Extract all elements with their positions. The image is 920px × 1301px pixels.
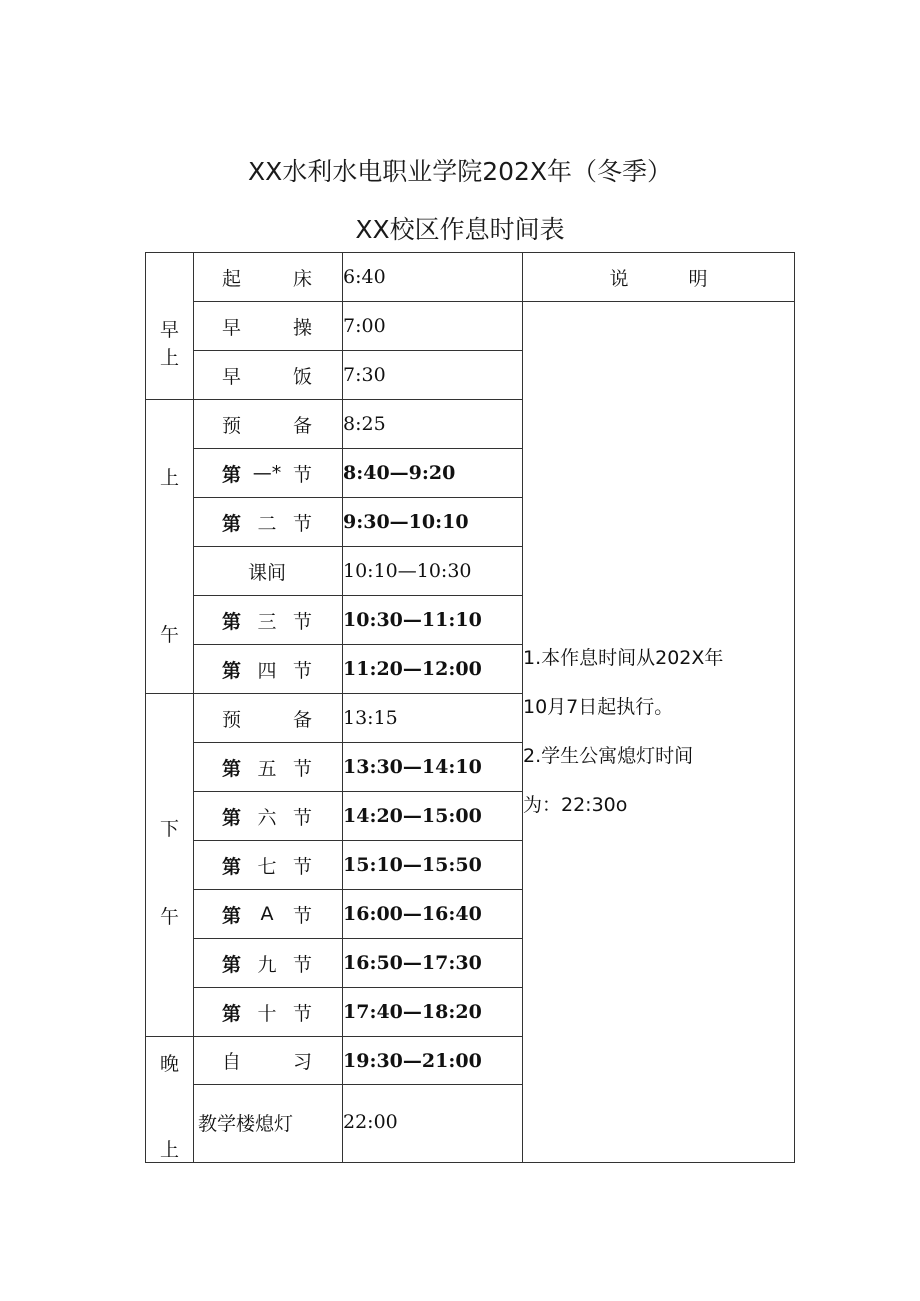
- time-cell: 6:40: [343, 253, 523, 302]
- note-line: 为：22:30o: [523, 794, 628, 816]
- activity-cell: 早 饭: [194, 351, 343, 400]
- activity-cell: 第 —* 节: [194, 449, 343, 498]
- activity-cell: 第 A 节: [194, 890, 343, 939]
- table-row: [146, 302, 795, 351]
- activity-cell: 第 六 节: [194, 792, 343, 841]
- activity-cell: 第 三 节: [194, 596, 343, 645]
- time-cell: 15:10—15:50: [343, 841, 523, 890]
- time-cell: 9:30—10:10: [343, 498, 523, 547]
- time-cell: 19:30—21:00: [343, 1037, 523, 1085]
- notes-header: 说 明: [523, 253, 795, 302]
- time-cell: 7:30: [343, 351, 523, 400]
- page-subtitle: XX校区作息时间表: [355, 215, 565, 244]
- period-char: 上: [159, 1139, 179, 1161]
- period-char: 早: [159, 319, 179, 341]
- notes-body: [523, 302, 795, 1163]
- activity-cell: 起 床: [194, 253, 343, 302]
- time-cell: 22:00: [343, 1085, 523, 1163]
- time-cell: 14:20—15:00: [343, 792, 523, 841]
- activity-cell: 第 七 节: [194, 841, 343, 890]
- period-afternoon: [146, 694, 194, 1037]
- period-char: 午: [159, 906, 179, 928]
- period-evening: [146, 1037, 194, 1163]
- time-cell: 13:15: [343, 694, 523, 743]
- time-cell: 16:00—16:40: [343, 890, 523, 939]
- activity-cell: 第 九 节: [194, 939, 343, 988]
- time-cell: 10:10—10:30: [343, 547, 523, 596]
- time-cell: 17:40—18:20: [343, 988, 523, 1037]
- page-title: XX水利水电职业学院202X年（冬季）: [247, 157, 673, 186]
- period-char: 晚: [159, 1053, 179, 1075]
- activity-cell: 第 二 节: [194, 498, 343, 547]
- period-morning: [146, 253, 194, 400]
- activity-cell: 第 十 节: [194, 988, 343, 1037]
- activity-cell: 第 五 节: [194, 743, 343, 792]
- activity-cell: 自 习: [194, 1037, 343, 1085]
- table-row: [146, 253, 795, 302]
- schedule-table: [145, 252, 795, 1163]
- time-cell: 13:30—14:10: [343, 743, 523, 792]
- activity-cell: 早 操: [194, 302, 343, 351]
- period-char: 午: [159, 624, 179, 646]
- activity-cell: 预 备: [194, 400, 343, 449]
- time-cell: 16:50—17:30: [343, 939, 523, 988]
- time-cell: 8:25: [343, 400, 523, 449]
- time-cell: 10:30—11:10: [343, 596, 523, 645]
- time-cell: 7:00: [343, 302, 523, 351]
- period-forenoon: [146, 400, 194, 694]
- period-char: 下: [159, 818, 179, 840]
- activity-cell: 预 备: [194, 694, 343, 743]
- time-cell: 8:40—9:20: [343, 449, 523, 498]
- activity-cell: 课间: [194, 547, 343, 596]
- period-char: 上: [159, 467, 179, 489]
- activity-cell: 第 四 节: [194, 645, 343, 694]
- note-line: 2.学生公寓熄灯时间: [523, 745, 694, 767]
- time-cell: 11:20—12:00: [343, 645, 523, 694]
- period-char: 上: [159, 347, 179, 369]
- note-line: 10月7日起执行。: [523, 696, 674, 718]
- activity-cell: 教学楼熄灯: [194, 1085, 343, 1163]
- note-line: 1.本作息时间从202X年: [523, 647, 724, 669]
